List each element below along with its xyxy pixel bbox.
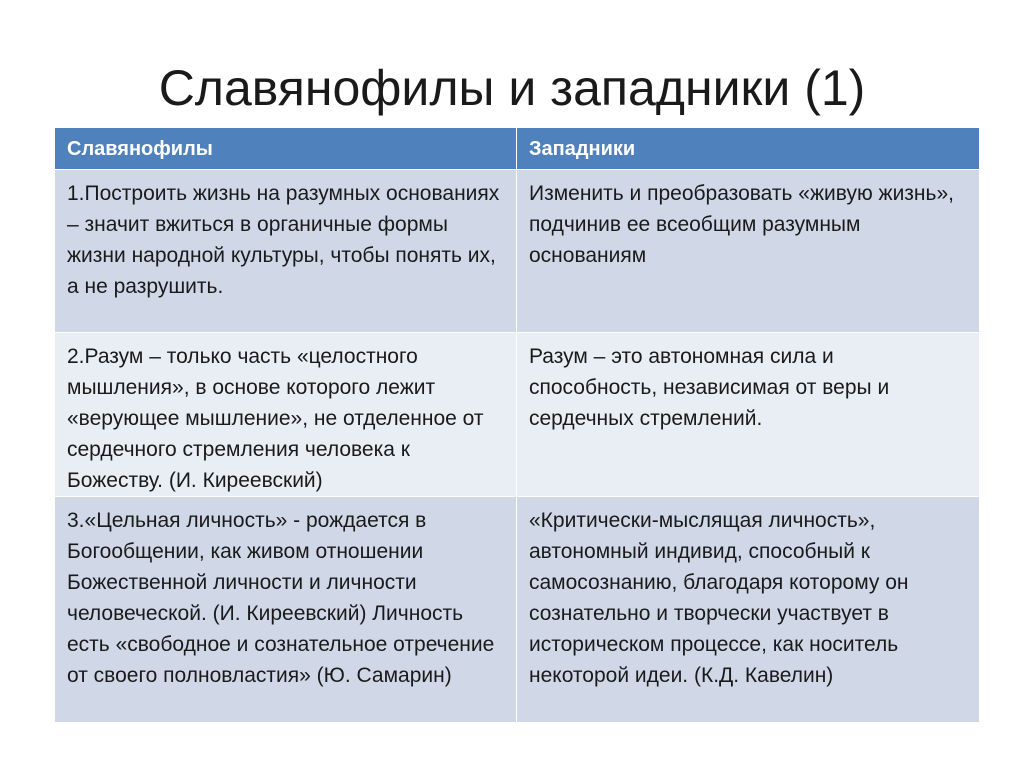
cell-slavophiles-2: 2.Разум – только часть «целостного мышления», в основе которого лежит «верующее мышление», не отделенное от сердечного стремления человека к Божеству. (И. Киреевский) (55, 333, 517, 497)
cell-slavophiles-1: 1.Построить жизнь на разумных основаниях – значит вжиться в органичные формы жизни народной культуры, чтобы понять их, а не разрушить. (55, 170, 517, 333)
table-row (55, 333, 980, 497)
cell-westernizers-3: «Критически-мыслящая личность», автономный индивид, способный к самосознанию, благодаря которому он сознательно и творчески участвует в историческом процессе, как носитель некоторой идеи. (К.Д. Кавелин) (517, 497, 980, 723)
cell-slavophiles-3: 3.«Цельная личность» - рождается в Богообщении, как живом отношении Божественной личности и личности человеческой. (И. Киреевский) Личность есть «свободное и сознательное отречение от своего полновластия» (Ю. Самарин) (55, 497, 517, 723)
slide-title: Славянофилы и западники (1) (158, 60, 866, 116)
comparison-table (54, 127, 980, 723)
header-westernizers: Западники (517, 128, 980, 170)
cell-westernizers-1: Изменить и преобразовать «живую жизнь», подчинив ее всеобщим разумным основаниям (517, 170, 980, 333)
header-slavophiles: Славянофилы (55, 128, 517, 170)
cell-westernizers-2: Разум – это автономная сила и способность, независимая от веры и сердечных стремлений. (517, 333, 980, 497)
table-header-row (55, 128, 980, 170)
table-row (55, 170, 980, 333)
table-row (55, 497, 980, 723)
